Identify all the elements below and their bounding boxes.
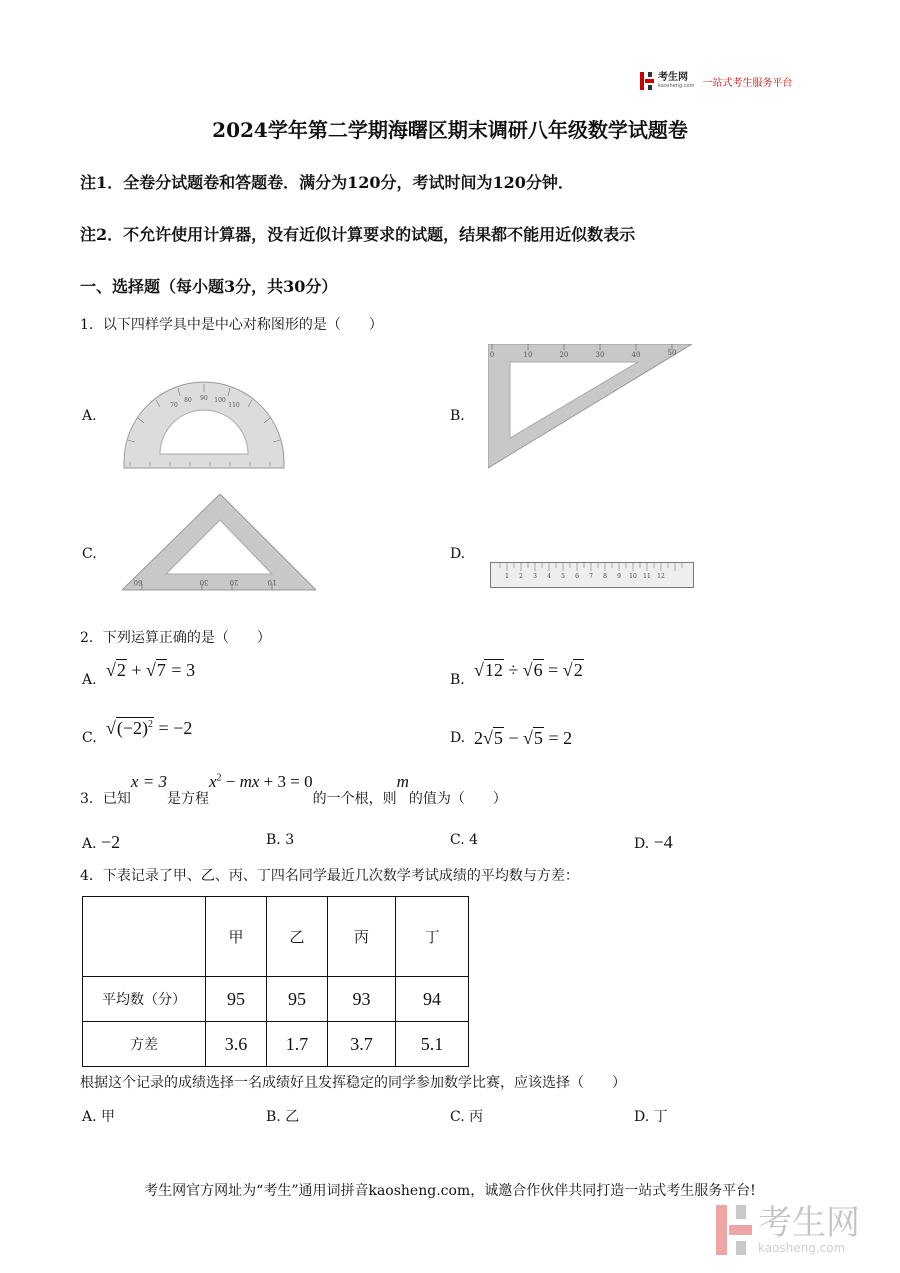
protractor-image	[120, 378, 288, 470]
q2c-exp: 2	[148, 719, 154, 730]
q3-option-a[interactable]: A. −2	[82, 832, 121, 852]
q3-x-eq: x = 3	[130, 772, 167, 791]
set-square-b-tick-30: 30	[595, 351, 605, 359]
section-heading: 一、选择题（每小题3分，共30分）	[80, 277, 338, 296]
watermark-name: 考生网	[758, 1203, 860, 1243]
question-1-stem: 1．以下四样学具中是中心对称图形的是（ ）	[80, 317, 383, 333]
q2-option-c-label[interactable]: C.	[82, 730, 97, 746]
ruler-label-2: 2	[519, 573, 523, 580]
q2-option-d-expr[interactable]: 2√5 − √5 = 2	[474, 728, 573, 748]
set-square-c-tick-60: 60	[133, 578, 143, 586]
set-square-c-tick-20: 20	[229, 578, 239, 586]
header-logo[interactable]	[640, 72, 792, 90]
set-square-c-tick-30: 30	[199, 578, 209, 586]
page-title: 2024学年第二学期海曙区期末调研八年级数学试题卷	[212, 118, 688, 142]
q4-option-a[interactable]: A. 甲	[82, 1109, 116, 1125]
table-row	[83, 977, 469, 1022]
q3-m: m	[396, 772, 409, 791]
ruler-label-5: 5	[561, 573, 565, 580]
table-cell: 1.7	[267, 1022, 328, 1067]
q1-option-a-label[interactable]: A.	[82, 408, 97, 424]
ruler-label-11: 11	[643, 573, 651, 580]
q2c-inner: (−2)	[116, 718, 149, 738]
ruler-label-3: 3	[533, 573, 537, 580]
table-header-cell: 丁	[396, 897, 469, 977]
set-square-b-image	[488, 344, 692, 470]
logo-name: 考生网	[658, 72, 688, 83]
q3-number: 3．	[80, 791, 103, 807]
q2c-rhs: −2	[173, 718, 193, 738]
table-cell: 3.6	[206, 1022, 267, 1067]
table-row-label: 平均数（分）	[83, 977, 206, 1022]
watermark-logo-icon	[716, 1205, 752, 1255]
set-square-b-tick-20: 20	[559, 351, 569, 359]
protractor-tick-110: 110	[228, 402, 240, 409]
q2-option-a-label[interactable]: A.	[82, 672, 97, 688]
table-row	[83, 1022, 469, 1067]
q2d-rhs: 2	[563, 728, 573, 748]
set-square-c-image	[122, 494, 316, 592]
q3-text-3: 的一个根，则	[312, 791, 397, 807]
table-row-label: 方差	[83, 1022, 206, 1067]
watermark-domain: kaosheng.com	[758, 1241, 846, 1255]
ruler-label-8: 8	[603, 573, 607, 580]
set-square-b-tick-50: 50	[667, 349, 677, 357]
table-header-cell	[83, 897, 206, 977]
question-3-stem	[80, 772, 507, 808]
protractor-tick-100: 100	[214, 397, 226, 404]
question-2-stem: 2．下列运算正确的是（ ）	[80, 630, 271, 646]
question-4-prompt: 根据这个记录的成绩选择一名成绩好且发挥稳定的同学参加数学比赛，应该选择（ ）	[80, 1075, 626, 1091]
q4-option-d[interactable]: D. 丁	[634, 1109, 668, 1125]
q2-option-b-expr[interactable]: √12 ÷ √6 = √2	[474, 660, 583, 680]
q2a-radicand-1: 2	[116, 660, 126, 680]
q2d-coef: 2	[474, 728, 483, 748]
q3-option-d[interactable]: D. −4	[634, 832, 673, 852]
q3-option-c[interactable]: C. 4	[450, 832, 479, 848]
ruler-label-10: 10	[629, 573, 637, 580]
ruler-label-12: 12	[657, 573, 665, 580]
q2-option-c-expr[interactable]: $√(-2)^2 = -2$	[106, 718, 193, 738]
q4-option-b[interactable]: B. 乙	[266, 1109, 300, 1125]
protractor-tick-70: 70	[170, 402, 178, 409]
set-square-b-tick-0: 0	[489, 351, 495, 359]
q3-option-b[interactable]: B. 3	[266, 832, 295, 848]
table-header-cell: 甲	[206, 897, 267, 977]
table-cell: 94	[396, 977, 469, 1022]
note-2: 注2．不允许使用计算器，没有近似计算要求的试题，结果都不能用近似数表示	[80, 225, 636, 244]
set-square-b-tick-40: 40	[631, 351, 641, 359]
q2a-radicand-2: 7	[156, 660, 166, 680]
table-cell: 95	[206, 977, 267, 1022]
ruler-label-7: 7	[589, 573, 593, 580]
table-cell: 95	[267, 977, 328, 1022]
q4-option-c[interactable]: C. 丙	[450, 1109, 484, 1125]
table-cell: 5.1	[396, 1022, 469, 1067]
q2a-rhs: 3	[186, 660, 196, 680]
question-4-stem: 4．下表记录了甲、乙、丙、丁四名同学最近几次数学考试成绩的平均数与方差：	[80, 868, 579, 884]
q2d-radicand-2: 5	[533, 728, 543, 748]
q2-option-d-label[interactable]: D.	[450, 730, 466, 746]
protractor-tick-80: 80	[184, 397, 192, 404]
q3-equation: $x^2$ − mx + 3 = 0	[208, 772, 313, 791]
protractor-tick-90: 90	[200, 395, 208, 402]
q2d-radicand-1: 5	[493, 728, 503, 748]
q2b-radicand-2: 6	[533, 660, 543, 680]
logo-domain: kaosheng.com	[658, 83, 695, 89]
q2b-radicand-1: 12	[484, 660, 503, 680]
note-1: 注1．全卷分试题卷和答题卷．满分为120分，考试时间为120分钟．	[80, 173, 574, 192]
q2-option-b-label[interactable]: B.	[450, 672, 465, 688]
q1-option-d-label[interactable]: D.	[450, 546, 466, 562]
q1-option-c-label[interactable]: C.	[82, 546, 97, 562]
ruler-label-6: 6	[575, 573, 579, 580]
q2-option-a-expr[interactable]: √2 + √7 = 3	[106, 660, 196, 680]
q3-text-1: 已知	[102, 791, 131, 807]
q3-text-4: 的值为（ ）	[408, 791, 507, 807]
logo-icon	[640, 72, 654, 90]
q1-option-b-label[interactable]: B.	[450, 408, 465, 424]
watermark	[716, 1205, 860, 1255]
ruler-label-9: 9	[617, 573, 621, 580]
table-header-row	[83, 897, 469, 977]
ruler-image	[490, 562, 694, 588]
table-header-cell: 丙	[328, 897, 396, 977]
ruler-label-1: 1	[505, 573, 509, 580]
set-square-b-tick-10: 10	[523, 351, 533, 359]
table-header-cell: 乙	[267, 897, 328, 977]
q2b-rhs: 2	[573, 660, 583, 680]
q3-text-2: 是方程	[166, 791, 209, 807]
ruler-label-4: 4	[547, 573, 551, 580]
page-footer: 考生网官方网址为“考生”通用词拼音kaosheng.com，诚邀合作伙伴共同打造一站式考生服务平台!	[144, 1183, 756, 1199]
table-cell: 93	[328, 977, 396, 1022]
score-table	[82, 896, 469, 1067]
logo-slogan: 一站式考生服务平台	[702, 77, 793, 89]
set-square-c-tick-10: 10	[267, 578, 277, 586]
table-cell: 3.7	[328, 1022, 396, 1067]
